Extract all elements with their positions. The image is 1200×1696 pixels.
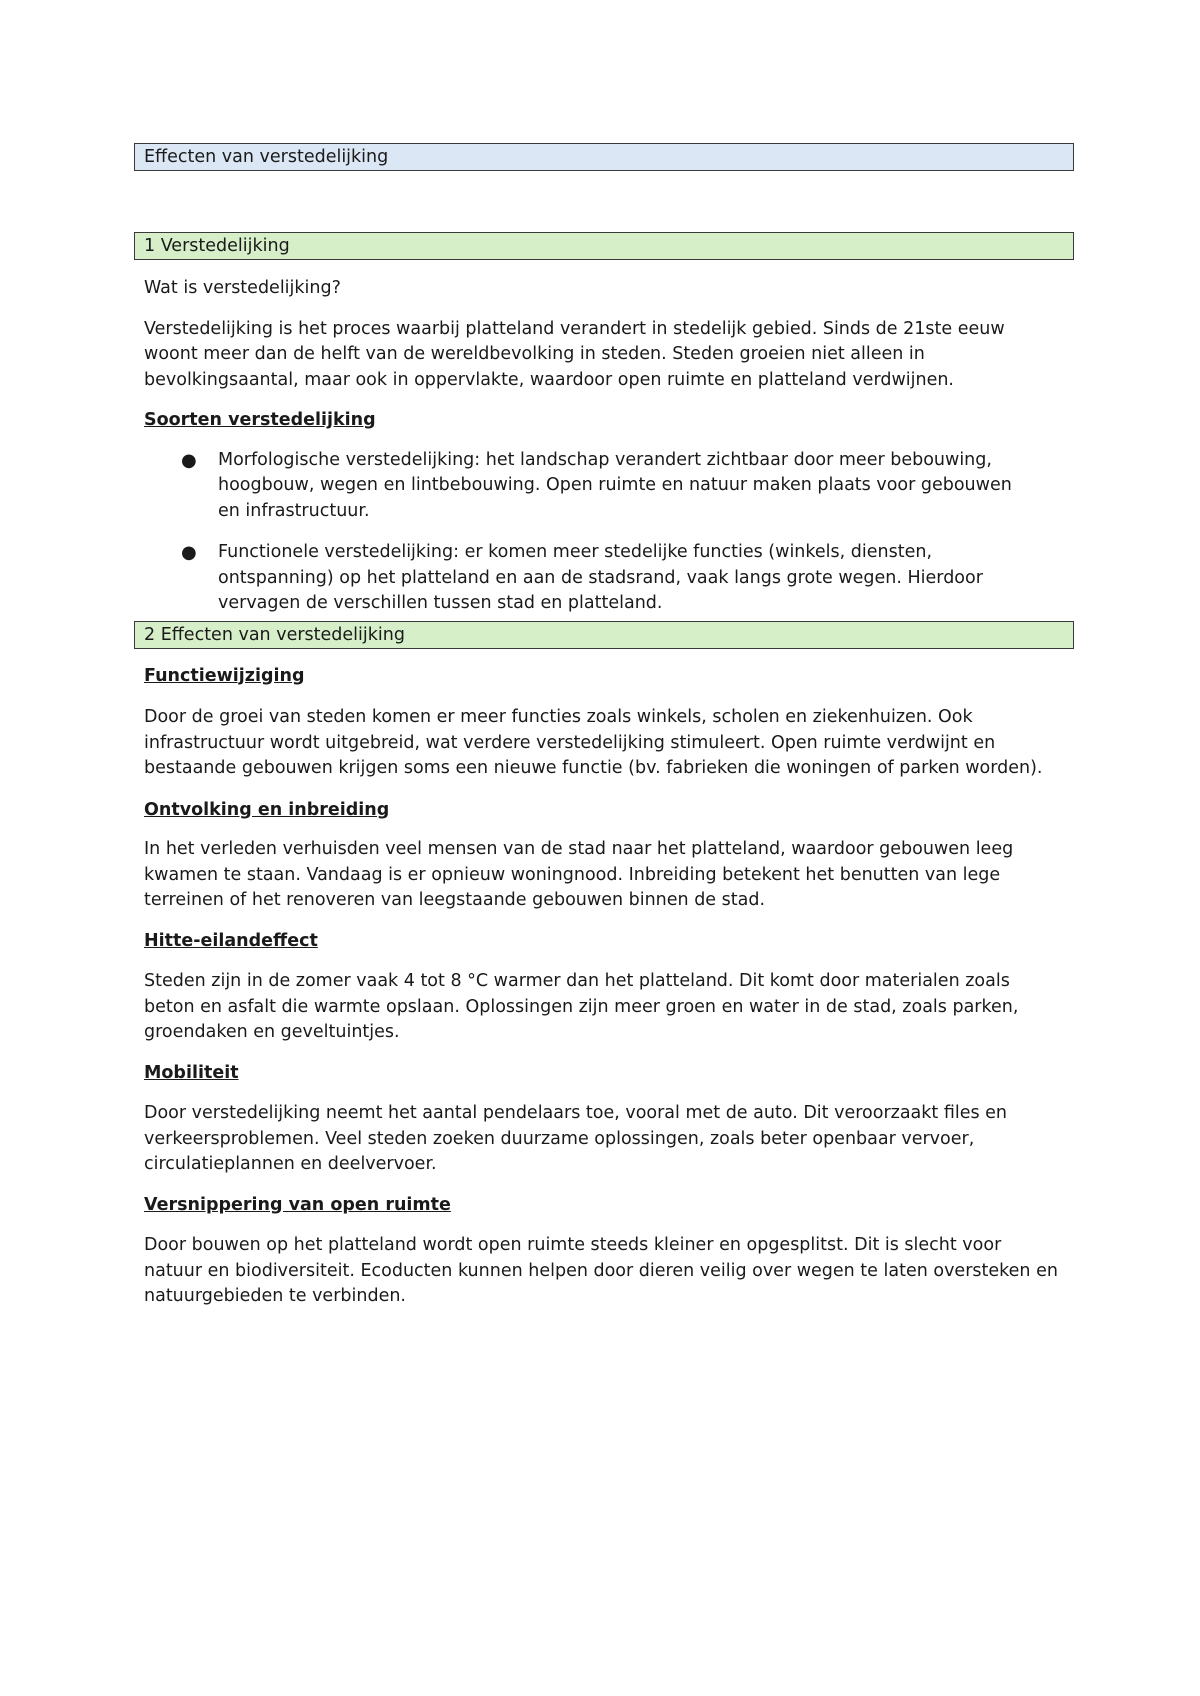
list-item-text: Morfologische verstedelijking: het landschap verandert zichtbaar door meer bebouwing, hoogbouw, wegen en lintbebouwing. Open ruimte en natuur maken plaats voor gebouwen en infrastructuur.	[218, 449, 1012, 521]
bullet-icon: ●	[181, 449, 197, 471]
bullet-list	[134, 448, 1074, 617]
question-text: Wat is verstedelijking?	[144, 278, 341, 298]
document-title: Effecten van verstedelijking	[134, 143, 1074, 171]
topic-text: Door de groei van steden komen er meer functies zoals winkels, scholen en ziekenhuizen. Ook infrastructuur wordt uitgebreid, wat verdere verstedelijking stimuleert. Open ruimte verdwijnt en bestaande gebouwen krijgen soms een nieuwe functie (bv. fabrieken die woningen of parken worden).	[144, 707, 1043, 778]
topic-heading: Ontvolking en inbreiding	[144, 799, 390, 820]
list-item	[134, 448, 1018, 525]
topic-text: Door bouwen op het platteland wordt open ruimte steeds kleiner en opgesplitst. Dit is slecht voor natuur en biodiversiteit. Ecoducten kunnen helpen door dieren veilig over wegen te laten oversteken en natuurgebieden te verbinden.	[144, 1235, 1058, 1306]
topic-text: Door verstedelijking neemt het aantal pendelaars toe, vooral met de auto. Dit veroorzaakt files en verkeersproblemen. Veel steden zoeken duurzame oplossingen, zoals beter openbaar vervoer, circulatieplannen en deelvervoer.	[144, 1103, 1008, 1174]
topic-heading: Hitte-eilandeffect	[144, 930, 318, 951]
list-item	[134, 540, 1018, 617]
topic-text: In het verleden verhuisden veel mensen van de stad naar het platteland, waardoor gebouwen leeg kwamen te staan. Vandaag is er opnieuw woningnood. Inbreiding betekent het benutten van lege terreinen of het renoveren van leegstaande gebouwen binnen de stad.	[144, 839, 1014, 910]
topic-text: Steden zijn in de zomer vaak 4 tot 8 °C warmer dan het platteland. Dit komt door materialen zoals beton en asfalt die warmte opslaan. Oplossingen zijn meer groen en water in de stad, zoals parken, groendaken en geveltuintjes.	[144, 971, 1019, 1042]
intro-paragraph: Verstedelijking is het proces waarbij platteland verandert in stedelijk gebied. Sinds de 21ste eeuw woont meer dan de helft van de wereldbevolking in steden. Steden groeien niet alleen in bevolkingsaantal, maar ook in oppervlakte, waardoor open ruimte en platteland verdwijnen.	[144, 318, 1005, 390]
list-item-text: Functionele verstedelijking: er komen meer stedelijke functies (winkels, diensten, ontspanning) op het platteland en aan de stadsrand, vaak langs grote wegen. Hierdoor vervagen de verschillen tussen stad en platteland.	[218, 542, 983, 613]
section-heading-verstedelijking: 1 Verstedelijking	[134, 232, 1074, 260]
topic-heading: Versnippering van open ruimte	[144, 1194, 451, 1215]
document-page	[134, 143, 1074, 1310]
topic-heading: Mobiliteit	[144, 1062, 239, 1083]
topic-heading: Functiewijziging	[144, 665, 305, 686]
bullet-icon: ●	[181, 542, 197, 563]
subheading-soorten: Soorten verstedelijking	[144, 410, 376, 430]
section-heading-effecten: 2 Effecten van verstedelijking	[134, 621, 1074, 649]
